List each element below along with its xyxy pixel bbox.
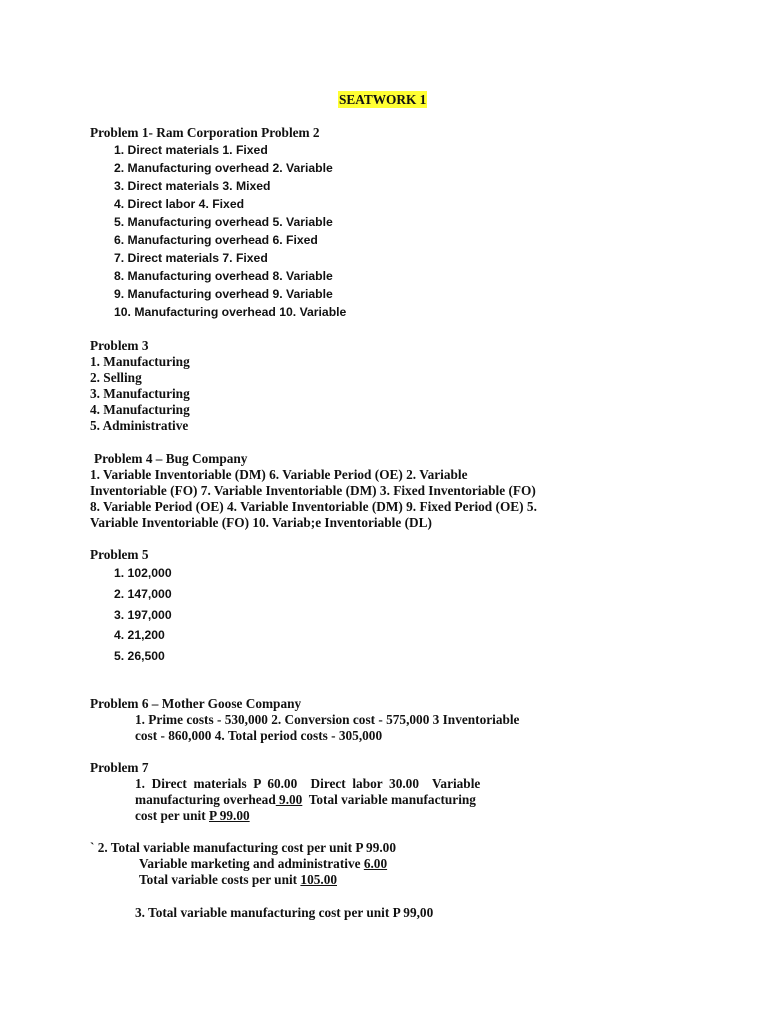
list-item: 8. Manufacturing overhead 8. Variable xyxy=(114,269,333,283)
underlined-amount: P 99.00 xyxy=(209,808,250,823)
paragraph-line xyxy=(135,792,480,808)
list-item: 2. Manufacturing overhead 2. Variable xyxy=(114,161,333,175)
paragraph-line: 1. Prime costs - 530,000 2. Conversion cost - 575,000 3 Inventoriable xyxy=(135,712,520,727)
list-item: 1. Direct materials 1. Fixed xyxy=(114,143,268,157)
problem-3 xyxy=(90,338,190,434)
list-item: 4. Manufacturing xyxy=(90,402,190,417)
list-item: 3. 197,000 xyxy=(114,607,172,622)
text-run: Variable marketing and administrative xyxy=(139,856,364,871)
list-item: 6. Manufacturing overhead 6. Fixed xyxy=(114,233,318,247)
list-item: 2. 147,000 xyxy=(114,586,172,601)
problem-7-part-3-line: 3. Total variable manufacturing cost per unit P 99,00 xyxy=(135,905,434,920)
page-title: SEATWORK 1 xyxy=(339,92,427,107)
list-item: 5. 26,500 xyxy=(114,649,165,664)
problem-6-body xyxy=(135,712,519,744)
problem-7-part-1 xyxy=(135,776,480,824)
list-item: 3. Direct materials 3. Mixed xyxy=(114,179,271,193)
problem-4-heading: Problem 4 – Bug Company xyxy=(94,451,248,466)
list-item: 4. Direct labor 4. Fixed xyxy=(114,197,245,211)
text-run: Total variable manufacturing xyxy=(302,792,476,807)
list-item: 5. Administrative xyxy=(90,418,189,433)
paragraph-line xyxy=(139,872,387,888)
problem-3-heading: Problem 3 xyxy=(90,338,149,353)
underlined-amount: 105.00 xyxy=(300,872,337,887)
paragraph-line: 1. Variable Inventoriable (DM) 6. Variable Period (OE) 2. Variable xyxy=(90,467,468,482)
list-item: 3. Manufacturing xyxy=(90,386,190,401)
list-item: 5. Manufacturing overhead 5. Variable xyxy=(114,215,333,229)
paragraph-line: Variable Inventoriable (FO) 10. Variab;e Inventoriable (DL) xyxy=(90,515,432,530)
paragraph-line: 1. Direct materials P 60.00 Direct labor 30.00 Variable xyxy=(135,776,481,791)
problem-1-heading: Problem 1- Ram Corporation Problem 2 xyxy=(90,125,320,140)
problem-7-part-2-line: ` 2. Total variable manufacturing cost per unit P 99.00 xyxy=(90,840,396,855)
text-run: cost per unit xyxy=(135,808,209,823)
list-item: 7. Direct materials 7. Fixed xyxy=(114,251,268,265)
problem-6-heading: Problem 6 – Mother Goose Company xyxy=(90,696,302,711)
list-item: 4. 21,200 xyxy=(114,628,165,643)
problem-7-heading: Problem 7 xyxy=(90,760,149,775)
problem-4 xyxy=(90,451,537,531)
problem-5-list xyxy=(114,563,172,667)
text-run: Total variable costs per unit xyxy=(139,872,301,887)
list-item: 10. Manufacturing overhead 10. Variable xyxy=(114,305,347,319)
text-run: manufacturing overhead xyxy=(135,792,276,807)
list-item: 2. Selling xyxy=(90,370,142,385)
paragraph-line: cost - 860,000 4. Total period costs - 305,000 xyxy=(135,728,383,743)
underlined-amount: 6.00 xyxy=(363,856,388,871)
problem-1-list xyxy=(114,141,346,321)
list-item: 1. Manufacturing xyxy=(90,354,190,369)
paragraph-line: Inventoriable (FO) 7. Variable Inventoriable (DM) 3. Fixed Inventoriable (FO) xyxy=(90,483,536,498)
problem-7-part-2 xyxy=(139,856,387,888)
paragraph-line: 8. Variable Period (OE) 4. Variable Inventoriable (DM) 9. Fixed Period (OE) 5. xyxy=(90,499,537,514)
problem-5-heading: Problem 5 xyxy=(90,547,149,562)
paragraph-line xyxy=(139,856,387,872)
paragraph-line xyxy=(135,808,480,824)
list-item: 1. 102,000 xyxy=(114,566,172,580)
list-item: 9. Manufacturing overhead 9. Variable xyxy=(114,287,333,301)
underlined-amount: 9.00 xyxy=(275,792,303,807)
